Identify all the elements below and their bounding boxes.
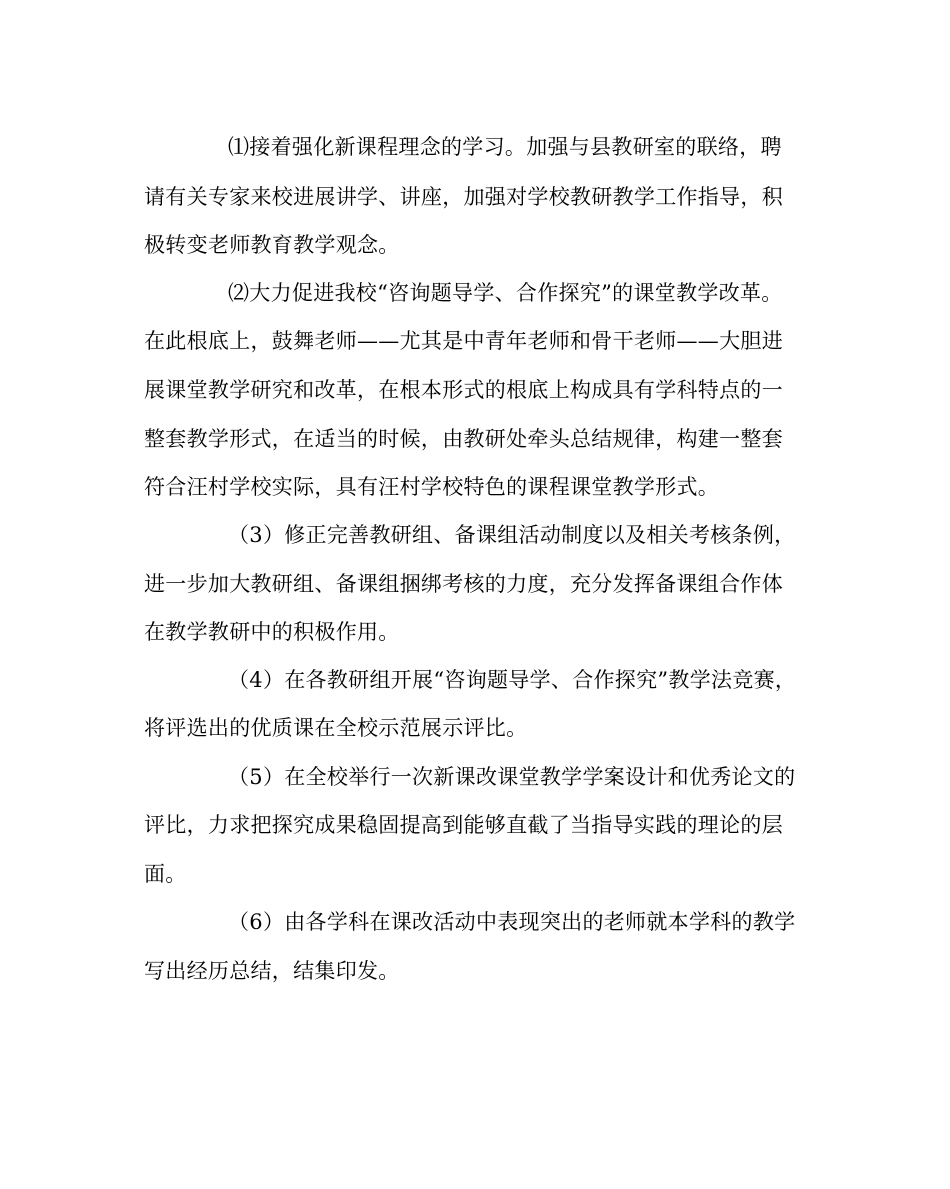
paragraph-line: 进一步加大教研组、备课组捆绑考核的力度，充分发挥备课组合作体: [144, 572, 783, 596]
paragraph-line: 极转变老师教育教学观念。: [144, 233, 400, 257]
paragraph-line: 符合汪村学校实际，具有汪村学校特色的课程课堂教学形式。: [144, 475, 720, 499]
paragraph-line: 请有关专家来校进展讲学、讲座，加强对学校教研教学工作指导，积: [144, 185, 783, 209]
paragraph-line: （6）由各学科在课改活动中表现突出的老师就本学科的教学: [228, 910, 796, 934]
paragraph-line: 写出经历总结，结集印发。: [144, 959, 400, 983]
paragraph-line: 评比，力求把探究成果稳固提高到能够直截了当指导实践的理论的层: [144, 813, 783, 837]
paragraph-line: 面。: [144, 862, 187, 886]
paragraph-line: 将评选出的优质课在全校示范展示评比。: [144, 716, 528, 740]
paragraph-line: ⑵大力促进我校“咨询题导学、合作探究”的课堂教学改革。: [228, 281, 783, 305]
paragraph-line: 整套教学形式，在适当的时候，由教研处牵头总结规律，构建一整套: [144, 427, 783, 451]
paragraph-line: 在此根底上，鼓舞老师——尤其是中青年老师和骨干老师——大胆进: [144, 329, 783, 353]
paragraph-line: 在教学教研中的积极作用。: [144, 620, 400, 644]
paragraph-line: （5）在全校举行一次新课改课堂教学学案设计和优秀论文的: [228, 765, 796, 789]
paragraph-line: （4）在各教研组开展“咨询题导学、合作探究”教学法竞赛，: [228, 668, 797, 692]
paragraph-line: ⑴接着强化新课程理念的学习。加强与县教研室的联络，聘: [228, 135, 782, 159]
paragraph-line: （3）修正完善教研组、备课组活动制度以及相关考核条例，: [228, 523, 796, 547]
paragraph-line: 展课堂教学研究和改革，在根本形式的根底上构成具有学科特点的一: [144, 378, 783, 402]
